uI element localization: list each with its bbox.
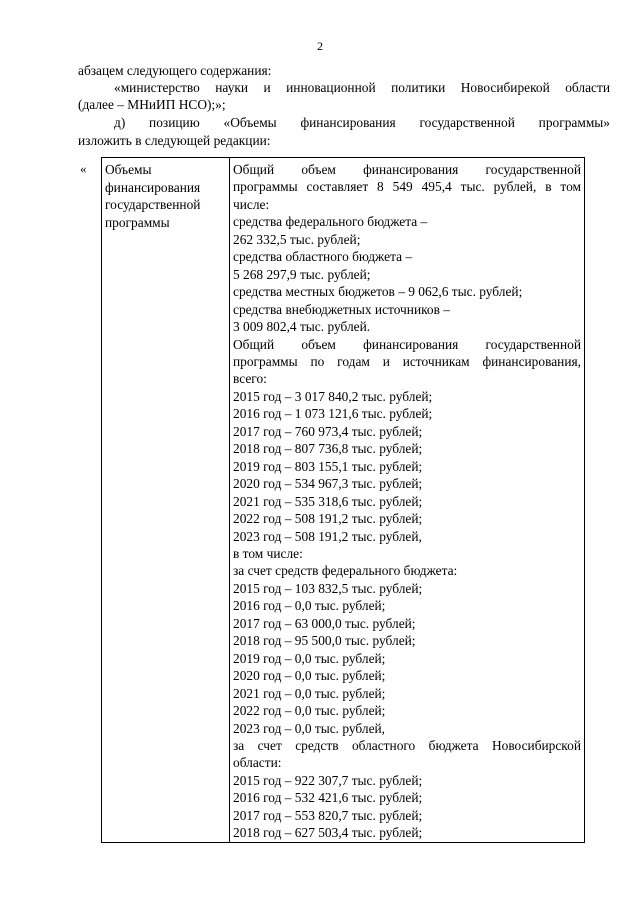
funding-text-line: Общий объем финансирования государственной bbox=[233, 162, 581, 177]
funding-text-line: 2023 год – 508 191,2 тыс. рублей, bbox=[233, 528, 422, 544]
opening-quote-mark: « bbox=[80, 161, 87, 176]
funding-text-line: за счет средств федерального бюджета: bbox=[233, 563, 458, 579]
funding-text-line: 2018 год – 95 500,0 тыс. рублей; bbox=[233, 633, 416, 649]
funding-text-line: 2015 год – 922 307,7 тыс. рублей; bbox=[233, 772, 423, 788]
intro-line-2: «министерство науки и инновационной политики Новосибирекой области bbox=[114, 80, 610, 95]
funding-text-line: за счет средств областного бюджета Новосибирской bbox=[233, 737, 581, 753]
funding-text-line: Общий объем финансирования государственной bbox=[233, 336, 581, 352]
funding-text-line: 2016 год – 532 421,6 тыс. рублей; bbox=[233, 790, 423, 806]
funding-text-line: 2015 год – 103 832,5 тыс. рублей; bbox=[233, 580, 423, 596]
funding-text-line: 2021 год – 535 318,6 тыс. рублей; bbox=[233, 493, 423, 509]
funding-text-line: 2020 год – 534 967,3 тыс. рублей; bbox=[233, 476, 423, 492]
intro-line-1: абзацем следующего содержания: bbox=[78, 63, 272, 78]
position-name-line: финансирования bbox=[105, 179, 201, 195]
funding-text-line: области: bbox=[233, 755, 282, 771]
program-funding-table bbox=[101, 157, 585, 843]
funding-text-line: 2020 год – 0,0 тыс. рублей; bbox=[233, 668, 386, 684]
funding-text-line: средства местных бюджетов – 9 062,6 тыс. рублей; bbox=[233, 284, 523, 300]
funding-text-line: 2015 год – 3 017 840,2 тыс. рублей; bbox=[233, 388, 433, 404]
funding-text-line: 2018 год – 627 503,4 тыс. рублей; bbox=[233, 825, 423, 841]
funding-text-line: 2017 год – 553 820,7 тыс. рублей; bbox=[233, 807, 423, 823]
funding-text-line: средства внебюджетных источников – bbox=[233, 301, 450, 317]
funding-text-line: 2018 год – 807 736,8 тыс. рублей; bbox=[233, 441, 423, 457]
funding-text-line: программы по годам и источникам финансирования, bbox=[233, 353, 581, 369]
funding-text-line: 2022 год – 0,0 тыс. рублей; bbox=[233, 703, 386, 719]
funding-text-line: 5 268 297,9 тыс. рублей; bbox=[233, 266, 371, 282]
position-name-line: Объемы bbox=[105, 162, 152, 177]
intro-line-5: изложить в следующей редакции: bbox=[78, 133, 271, 148]
funding-text-line: всего: bbox=[233, 371, 267, 387]
table-row bbox=[102, 158, 585, 843]
funding-text-line: числе: bbox=[233, 196, 270, 212]
funding-text-line: средства федерального бюджета – bbox=[233, 214, 428, 230]
intro-line-3: (далее – МНиИП НСО);»; bbox=[78, 97, 226, 112]
funding-text-line: 2019 год – 0,0 тыс. рублей; bbox=[233, 650, 386, 666]
funding-text-line: 2017 год – 63 000,0 тыс. рублей; bbox=[233, 615, 416, 631]
position-name-line: программы bbox=[105, 214, 170, 230]
position-name-cell bbox=[102, 158, 230, 843]
funding-text-line: средства областного бюджета – bbox=[233, 249, 413, 265]
funding-text-line: 2021 год – 0,0 тыс. рублей; bbox=[233, 685, 386, 701]
intro-line-4: д) позицию «Объемы финансирования государственной программы» bbox=[114, 115, 610, 130]
funding-text-line: 2023 год – 0,0 тыс. рублей, bbox=[233, 720, 386, 736]
funding-text-line: 2016 год – 0,0 тыс. рублей; bbox=[233, 598, 386, 614]
funding-text-line: 2017 год – 760 973,4 тыс. рублей; bbox=[233, 423, 423, 439]
funding-text-line: 3 009 802,4 тыс. рублей. bbox=[233, 319, 371, 335]
funding-text-line: 2019 год – 803 155,1 тыс. рублей; bbox=[233, 458, 423, 474]
position-name-line: государственной bbox=[105, 197, 201, 213]
funding-text-line: 2016 год – 1 073 121,6 тыс. рублей; bbox=[233, 406, 433, 422]
funding-text-line: 262 332,5 тыс. рублей; bbox=[233, 231, 361, 247]
funding-text-line: 2022 год – 508 191,2 тыс. рублей; bbox=[233, 511, 423, 527]
funding-text-line: программы составляет 8 549 495,4 тыс. рублей, в том bbox=[233, 179, 581, 195]
funding-text-line: в том числе: bbox=[233, 545, 303, 561]
page-number: 2 bbox=[317, 39, 323, 53]
position-value-cell bbox=[230, 158, 585, 843]
